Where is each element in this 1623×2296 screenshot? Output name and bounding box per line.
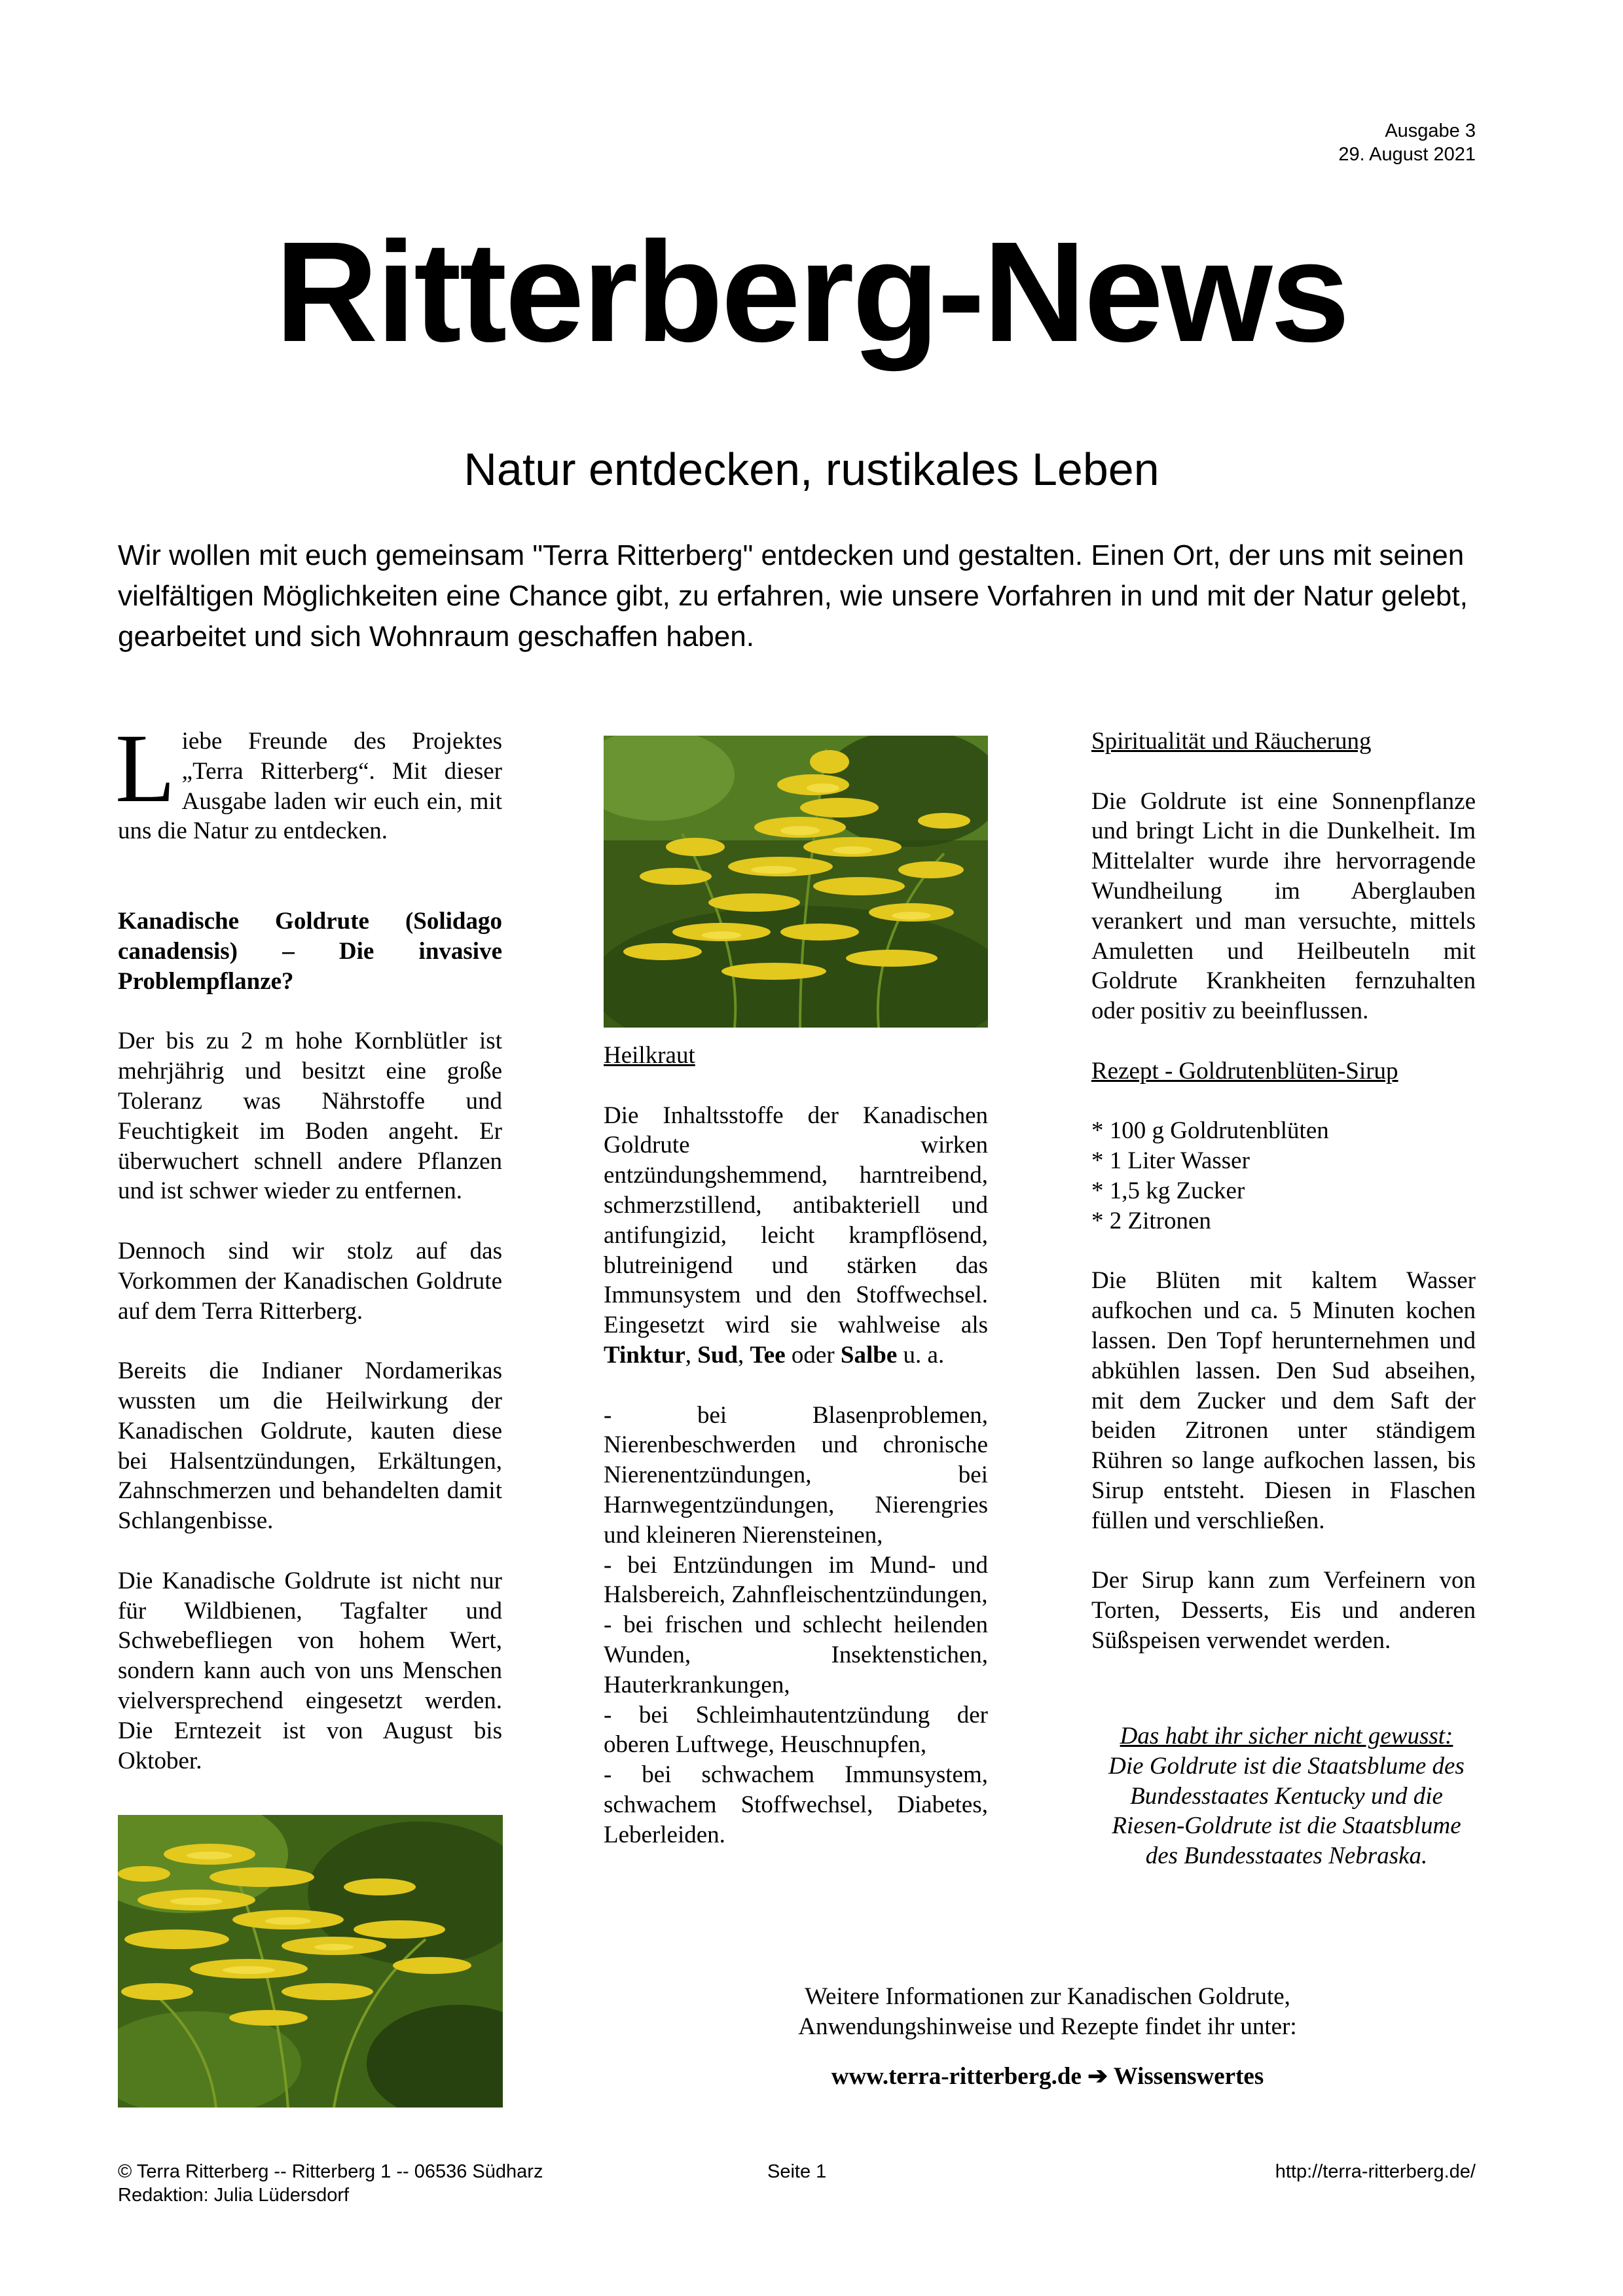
footer-editor: Redaktion: Julia Lüdersdorf: [118, 2185, 350, 2206]
goldenrod-photo-2-image: [118, 1815, 503, 2108]
column-middle: [604, 1041, 988, 1850]
ingredient-item: * 100 g Goldrutenblüten: [1091, 1117, 1329, 1145]
arrow-right-icon: ➔: [1087, 2062, 1108, 2090]
ingredient-item: * 1,5 kg Zucker: [1091, 1177, 1245, 1204]
footer-address: © Terra Ritterberg -- Ritterberg 1 -- 06536 Südharz: [118, 2161, 543, 2182]
section-heading-recipe: Rezept - Goldrutenblüten-Sirup: [1091, 1057, 1398, 1085]
paragraph: Die Blüten mit kaltem Wasser aufkochen und ca. 5 Minuten kochen lassen. Den Topf herunternehmen und abkühlen lassen. Den Sud abseihen, mit dem Zucker und dem Saft der beiden Zitronen unter ständigem Rühren so lange aufkochen lassen, bis Sirup entsteht. Diesen in Flaschen füllen und verschließen.: [1091, 1267, 1476, 1534]
paragraph: Bereits die Indianer Nordamerikas wussten um die Heilwirkung der Kanadischen Goldrute, kauten diese bei Halsentzündungen, Erkältungen, Zahnschmerzen und behandelten damit Schlangenbisse.: [118, 1357, 502, 1535]
newsletter-subtitle: Natur entdecken, rustikales Leben: [464, 444, 1159, 495]
paragraph: Dennoch sind wir stolz auf das Vorkommen der Kanadischen Goldrute auf dem Terra Ritterberg.: [118, 1237, 502, 1325]
fun-fact-line: des Bundesstaates Nebraska.: [1145, 1842, 1428, 1870]
ingredient-item: * 2 Zitronen: [1091, 1207, 1211, 1234]
fun-fact-line: Riesen-Goldrute ist die Staatsblume: [1112, 1812, 1461, 1840]
column-right: [1091, 726, 1476, 1656]
fun-fact-heading: Das habt ihr sicher nicht gewusst:: [1120, 1723, 1453, 1749]
more-info-line: Anwendungshinweise und Rezepte findet ihr unter:: [798, 2013, 1297, 2040]
newsletter-title: Ritterberg-News: [275, 213, 1348, 372]
connector-text: u. a.: [903, 1341, 945, 1369]
keyword-salbe: Salbe: [840, 1341, 898, 1369]
footer-website-link[interactable]: http://terra-ritterberg.de/: [1275, 2161, 1476, 2182]
section-reference: Wissenswertes: [1113, 2062, 1264, 2090]
keyword-sud: Sud: [697, 1341, 739, 1369]
paragraph: Der Sirup kann zum Verfeinern von Torten, Desserts, Eis und anderen Süßspeisen verwendet werden.: [1091, 1567, 1476, 1654]
list-item: - bei frischen und schlecht heilenden Wunden, Insektenstichen, Hauterkrankungen,: [604, 1611, 988, 1698]
article-heading: Kanadische Goldrute (Solidago canadensis) – Die invasive Problempflanze?: [118, 908, 502, 995]
list-item: - bei schwachem Immunsystem, schwachem Stoffwechsel, Diabetes, Leberleiden.: [604, 1761, 988, 1848]
ingredient-item: * 1 Liter Wasser: [1091, 1147, 1250, 1175]
issue-date: 29. August 2021: [1338, 144, 1476, 165]
goldenrod-photo: [604, 736, 988, 1028]
fun-fact-line: Die Goldrute ist die Staatsblume des: [1108, 1752, 1465, 1780]
goldenrod-photo-2: [118, 1815, 503, 2108]
fun-fact-box: [1084, 1721, 1489, 1871]
website-reference: [655, 2062, 1440, 2092]
drop-cap: L: [115, 714, 175, 823]
paragraph-text: Die Inhaltsstoffe der Kanadischen Goldrute wirken entzündungshemmend, harntreibend, schmerzstillend, antibakteriell und antifungizid, leicht krampflösend, blutreinigend und stärken das Immunsystem und den Stoffwechsel. Eingesetzt wird sie wahlweise als: [604, 1102, 988, 1339]
greeting-text: iebe Freunde des Projektes „Terra Ritterberg“. Mit dieser Ausgabe laden wir euch ein, mit uns die Natur zu entdecken.: [118, 728, 502, 845]
list-item: - bei Blasenproblemen, Nierenbeschwerden und chronische Nierenentzündungen, bei Harnwegentzündungen, Nierengries und kleineren Nierensteinen,: [604, 1401, 988, 1549]
keyword-tinktur: Tinktur: [604, 1341, 685, 1369]
footer-page-number: Seite 1: [767, 2161, 827, 2182]
more-info-line: Weitere Informationen zur Kanadischen Goldrute,: [805, 1983, 1290, 2010]
paragraph: Der bis zu 2 m hohe Kornblütler ist mehrjährig und besitzt eine große Toleranz was Nährstoffe und Feuchtigkeit im Boden angeht. Er überwuchert schnell andere Pflanzen und ist schwer wieder zu entfernen.: [118, 1028, 502, 1205]
section-heading-heilkraut: Heilkraut: [604, 1042, 695, 1069]
section-heading-spirituality: Spiritualität und Räucherung: [1091, 728, 1372, 755]
greeting-paragraph: [115, 714, 502, 846]
list-item: - bei Entzündungen im Mund- und Halsbereich, Zahnfleischentzündungen,: [604, 1551, 988, 1609]
fun-fact-line: Bundesstaates Kentucky und die: [1130, 1782, 1443, 1810]
footer-left: [118, 2160, 543, 2207]
issue-info: [1338, 119, 1476, 166]
connector-text: oder: [791, 1341, 835, 1369]
paragraph: Die Goldrute ist eine Sonnenpflanze und bringt Licht in die Dunkelheit. Im Mittelalter wurde ihre hervorragende Wundheilung im Aberglauben verankert und man versuchte, mittels Amuletten und Heilbeuteln mit Goldrute Krankheiten fernzuhalten oder positiv zu beeinflussen.: [1091, 787, 1476, 1025]
more-info: [655, 1982, 1440, 2091]
paragraph: Die Kanadische Goldrute ist nicht nur für Wildbienen, Tagfalter und Schwebefliegen von hohem Wert, sondern kann auch von uns Menschen vielversprechend eingesetzt werden. Die Erntezeit ist von August bis Oktober.: [118, 1567, 502, 1774]
keyword-tee: Tee: [750, 1341, 786, 1369]
list-item: - bei Schleimhautentzündung der oberen Luftwege, Heuschnupfen,: [604, 1701, 988, 1759]
goldenrod-photo-image: [604, 736, 988, 1028]
issue-number: Ausgabe 3: [1385, 120, 1476, 141]
website-link[interactable]: www.terra-ritterberg.de: [831, 2062, 1082, 2090]
intro-paragraph: Wir wollen mit euch gemeinsam "Terra Ritterberg" entdecken und gestalten. Einen Ort, der uns mit seinen vielfältigen Möglichkeiten eine Chance gibt, zu erfahren, wie unsere Vorfahren in und mit der Natur gelebt, gearbeitet und sich Wohnraum geschaffen haben.: [118, 539, 1468, 653]
paragraph: Die Inhaltsstoffe der Kanadischen Goldrute wirken entzündungshemmend, harntreibend, schmerzstillend, antibakteriell und antifungizid, leicht krampflösend, blutreinigend und stärken das Immunsystem und den Stoffwechsel. Eingesetzt wird sie wahlweise als Tinktur, Sud, Tee oder Salbe u. a.: [604, 1102, 988, 1369]
column-left: [115, 714, 502, 1776]
